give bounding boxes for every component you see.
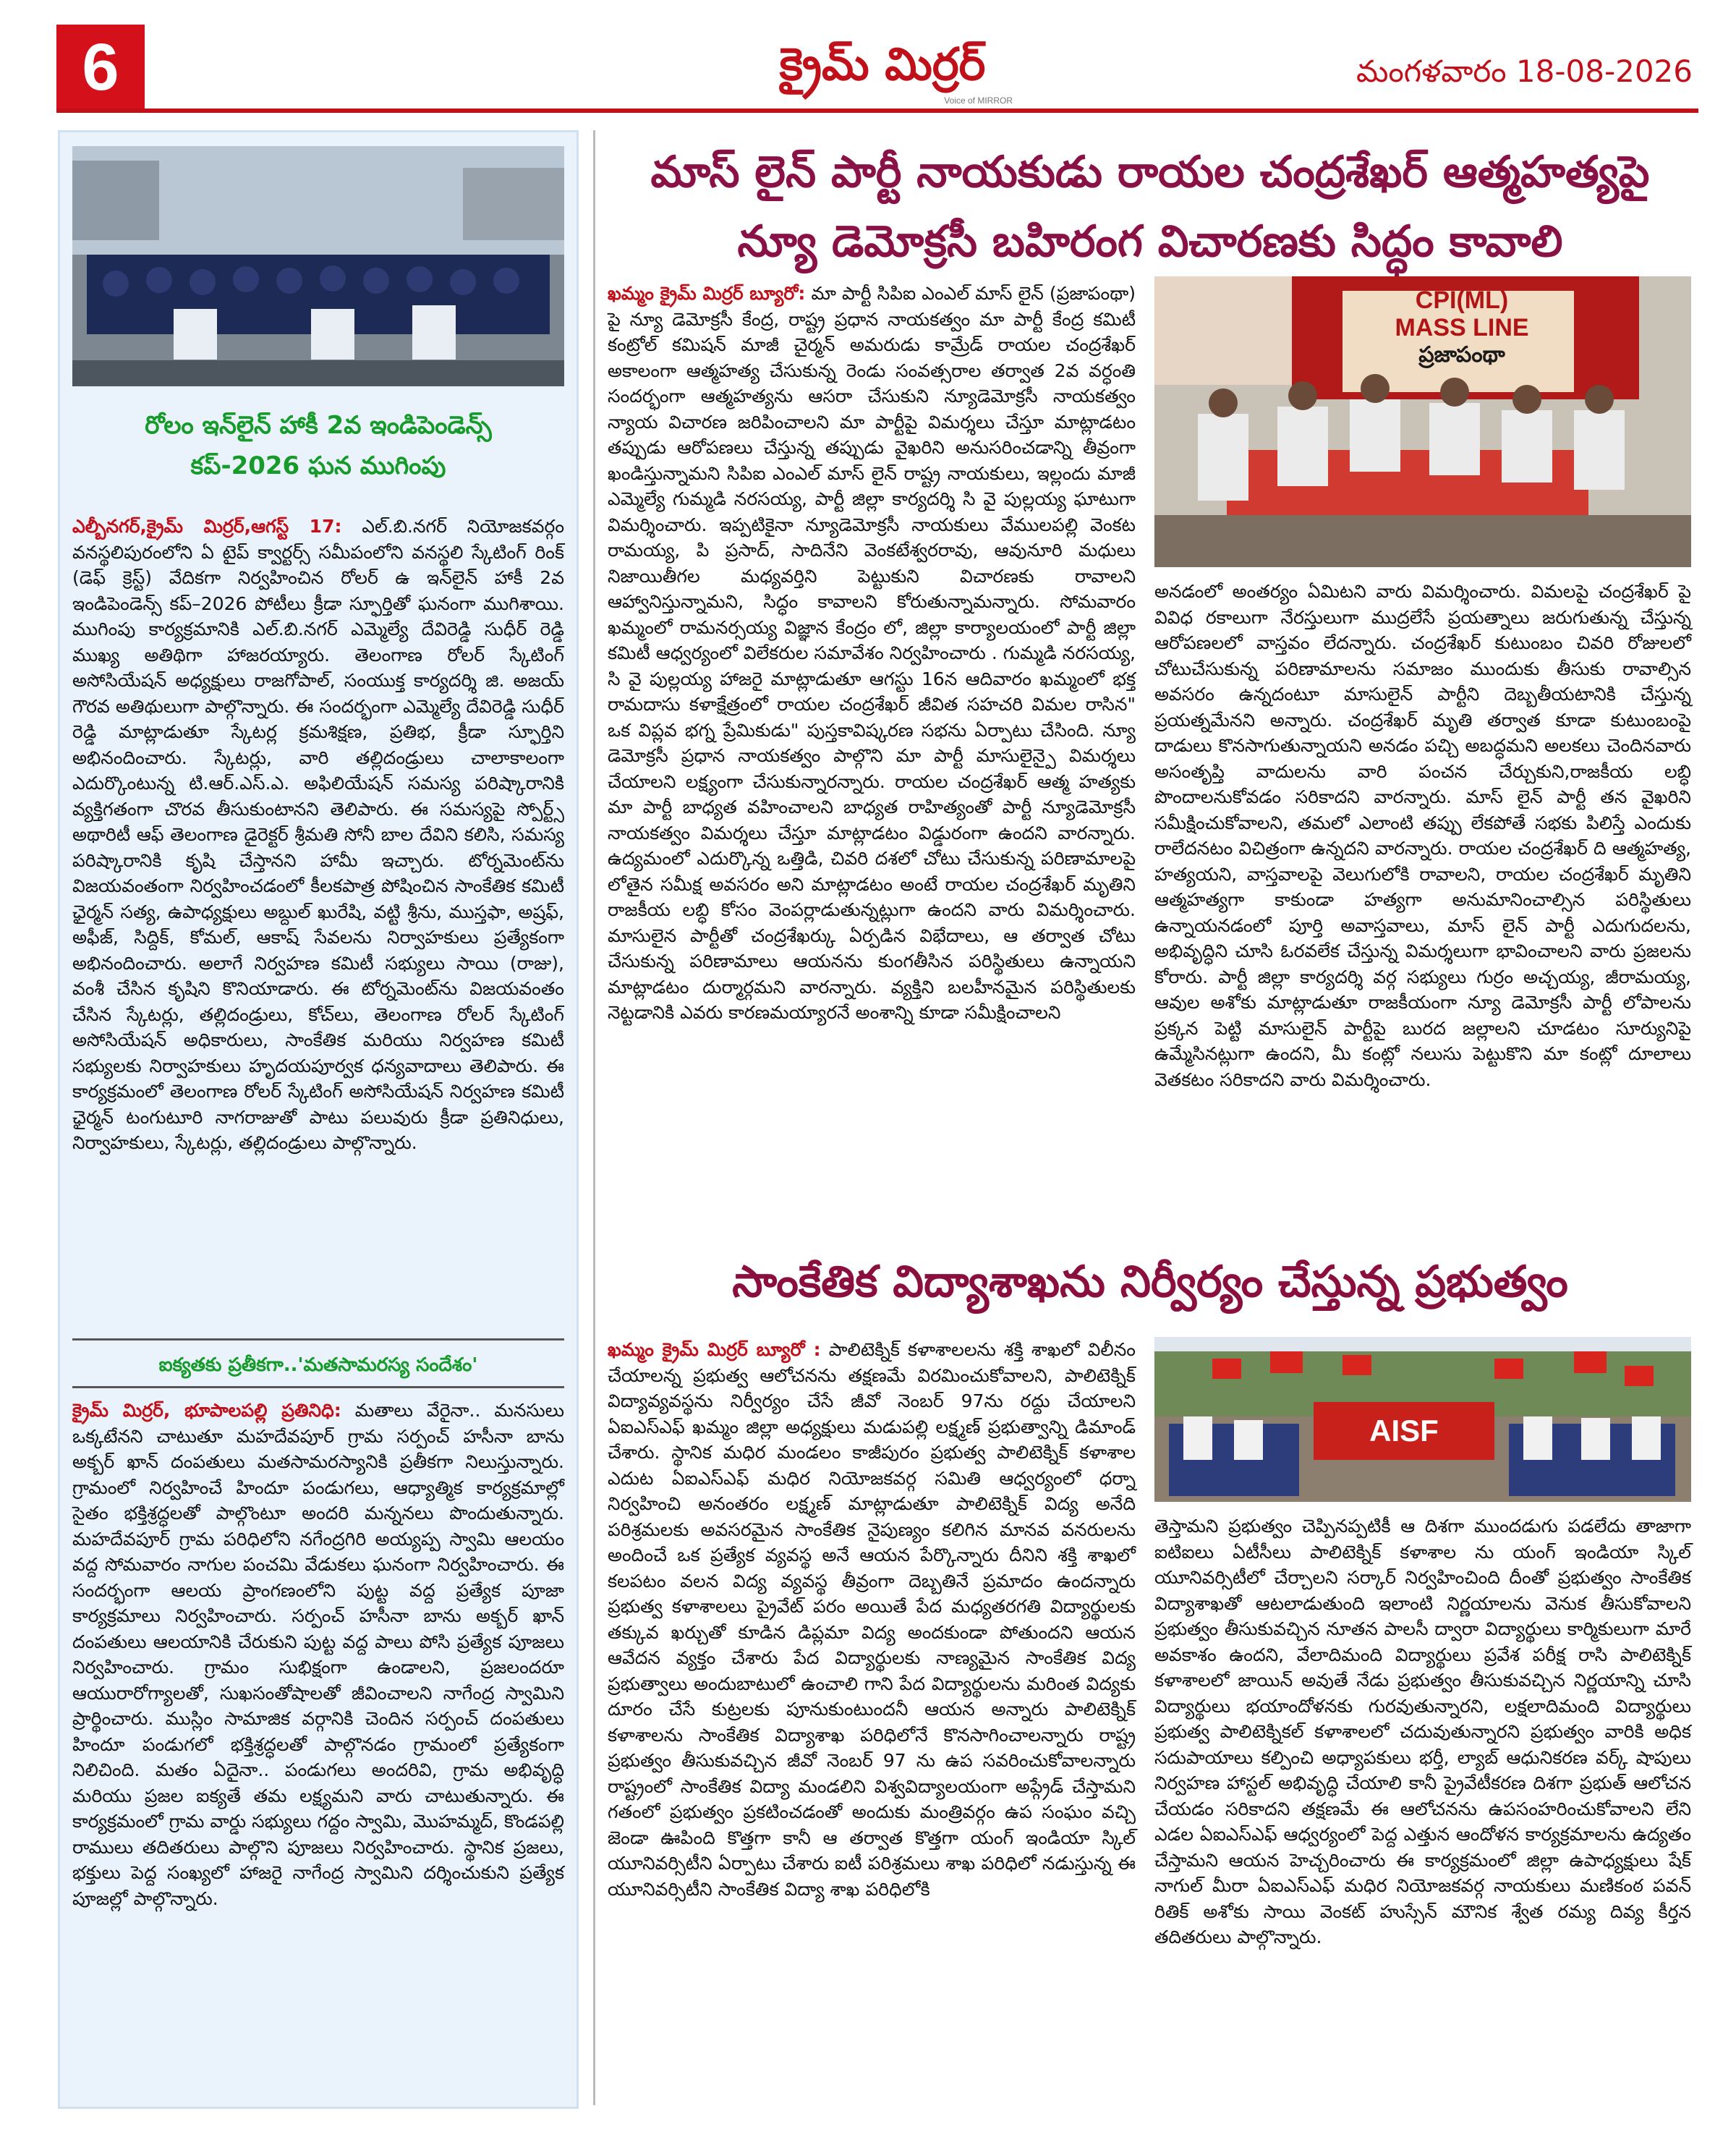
section-divider xyxy=(72,1386,564,1388)
newspaper-logo xyxy=(752,33,1013,113)
banner-text: AISF xyxy=(1369,1414,1439,1448)
lead-story-body-col1 xyxy=(608,281,1141,1236)
banner-line-2: MASS LINE xyxy=(1395,314,1529,341)
headline-line-1: రోలం ఇన్‌లైన్ హాకీ 2వ ఇండిపెండెన్స్ xyxy=(145,411,492,440)
aisf-protest-photo xyxy=(1154,1337,1691,1502)
sidebar-story1-body xyxy=(72,514,570,1346)
logo-tagline: Voice of MIRROR xyxy=(944,95,1013,106)
headline-line-2: న్యూ డెమోక్రసీ బహిరంగ విచారణకు సిద్ధం కావాలి xyxy=(737,216,1563,267)
article-text: మతాలు వేరైనా.. మనసులు ఒక్కటేనని చాటుతూ మహదేవపూర్ గ్రామ సర్పంచ్ హసీనా బాను అక్బర్ ఖాన్ దంపతులు మతసామరస్యానికి ప్రతీకగా నిలుస్తున్నారు. గ్రామంలో నిర్వహించే హిందూ పండుగలు, ఆధ్యాత్మిక కార్యక్రమాల్లో సైతం భక్తిశ్రద్ధలతో పాల్గొంటూ అందరి మన్ననలు పొందుతున్నారు. మహదేవపూర్ గ్రామ పరిధిలోని నగేంద్రగిరి అయ్యప్ప స్వామి ఆలయం వద్ద సోమవారం నాగుల పంచమి వేడుకలు ఘనంగా నిర్వహించారు. ఈ సందర్భంగా ఆలయ ప్రాంగణంలోని పుట్ట వద్ద ప్రత్యేక పూజా కార్యక్రమాలు నిర్వహించారు. సర్పంచ్ హసీనా బాను అక్బర్ ఖాన్ దంపతులు ఆలయానికి చేరుకుని పుట్ట వద్ద పాలు పోసి ప్రత్యేక పూజలు నిర్వహించారు. గ్రామం సుభిక్షంగా ఉండాలని, ప్రజలందరూ ఆయురారోగ్యాలతో, సుఖసంతోషాలతో జీవించాలని నాగేంద్ర స్వామిని ప్రార్థించారు. ముస్లిం సామాజిక వర్గానికి చెందిన సర్పంచ్ దంపతులు హిందూ పండుగలో భక్తిశ్రద్ధలతో పాల్గొనడం గ్రామంలో ప్రత్యేకంగా నిలిచింది. మతం ఏదైనా.. పండుగలు అందరివి, గ్రామ అభివృద్ధి మరియు ప్రజల ఐక్యతే తమ లక్ష్యమని వారు చాటుతున్నారు. ఈ కార్యక్రమంలో గ్రామ వార్డు సభ్యులు గద్దం స్వామి, మొహమ్మద్, కొండపల్లి రాములు తదితరులు పాల్గొని పూజలు నిర్వహించారు. స్థానిక ప్రజలు, భక్తులు పెద్ద సంఖ్యలో హాజరై నాగేంద్ర స్వామిని దర్శించుకుని ప్రత్యేక పూజల్లో పాల్గొన్నారు. xyxy=(72,1400,570,1909)
sidebar-story2-body xyxy=(72,1398,570,2092)
section-divider xyxy=(72,1338,564,1341)
second-story-body-col2: తెస్తామని ప్రభుత్వం చెప్పినప్పటికీ ఆ దిశగా ముందడుగు పడలేదు తాజాగా ఐటిఐలు ఏటీసీలు పాలిటెక్నిక్ కళాశాల ను యంగ్ ఇండియా స్కిల్ యూనివర్సిటీలో చేర్చాలని సర్కార్ నిర్వహించింది దీంతో ప్రభుత్వం సాంకేతిక విద్యాశాఖతో ఆటలాడుతుంది ఇలాంటి నిర్ణయాలను వెనుక తీసుకోవాలని ప్రభుత్వం తీసుకువచ్చిన నూతన పాలసీ ద్వారా విద్యార్థులు కార్మికులుగా మారే అవకాశం ఉందని, వేలాదిమంది విద్యార్థులు ప్రవేశ పరీక్ష రాసి పాలిటెక్నిక్ కళాశాలలో జాయిన్ అవుతే నేడు ప్రభుత్వం తీసుకువచ్చిన నిర్ణయాన్ని చూసి విద్యార్థులు భయాందోళనకు గురవుతున్నారని, లక్షలాదిమంది విద్యార్థులు ప్రభుత్వ పాలిటెక్నికల్ కళాశాలలో చదువుతున్నారని ప్రభుత్వం వారికి అధిక సదుపాయాలు కల్పించి అధ్యాపకులు భర్తీ, ల్యాబ్ ఆధునికరణ వర్క్ షాపులు నిర్వహణ హాస్టల్ అభివృద్ధి చేయాలి కానీ ప్రైవేటీకరణ దిశగా ప్రభుత్ ఆలోచన చేయడం సరికాదని తక్షణమే ఈ ఆలోచనను ఉపసంహరించుకోవాలని లేని ఎడల ఏఐఎస్ఎఫ్ ఆధ్వర్యంలో పెద్ద ఎత్తున ఆందోళన కార్యక్రమాలను ఉద్యతం చేస్తామని ఆయన హెచ్చరించారు ఈ కార్యక్రమంలో జిల్లా ఉపాధ్యక్షులు షేక్ నాగుల్ మీరా ఏఐఎస్ఎఫ్ మధిర నియోజకవర్గ నాయకులు మణికంఠ పవన్ రితిక్ అశోకు సాయి వెంకట్ హుస్సేన్ మౌనిక శ్వేత రమ్య దివ్య కీర్తన తదితరులు పాల్గొన్నారు. xyxy=(1154,1516,1697,1947)
sidebar-story2-headline: ఐక్యతకు ప్రతీకగా..'మతసామరస్య సందేశం' xyxy=(158,1354,478,1376)
column-rule xyxy=(593,130,595,2105)
article-text: పాలిటెక్నిక్ కళాశాలలను శక్తి శాఖలో విలీనం చేయాలన్న ప్రభుత్వ ఆలోచనను తక్షణమే విరమించుకోవాలని, పాలిటెక్నిక్ విద్యావ్యవస్థను నిర్వీర్యం చేసే జీవో నెంబర్ 97ను రద్దు చేయాలని ఏఐఎస్ఎఫ్ ఖమ్మం జిల్లా అధ్యక్షులు మడుపల్లి లక్ష్మణ్ ప్రభుత్వాన్ని డిమాండ్ చేశారు. స్థానిక మధిర మండలం కాజీపురం ప్రభుత్వ పాలిటెక్నిక్ కళాశాల ఎదుట ఏఐఎస్ఎఫ్ మధిర నియోజకవర్గ సమితి ఆధ్వర్యంలో ధర్నా నిర్వహించి అనంతరం లక్ష్మణ్ మాట్లాడుతూ పాలిటెక్నిక్ విద్య అనేది పరిశ్రమలకు అవసరమైన సాంకేతిక నైపుణ్యం కలిగిన మానవ వనరులను అందించే ఒక ప్రత్యేక వ్యవస్థ అనే ఆయన పేర్కొన్నారు దీనిని శక్తి శాఖలో కలపటం వలన విద్య వ్యవస్థ తీవ్రంగా దెబ్బతినే ప్రమాదం ఉందన్నారు ప్రభుత్వ కళాశాలలు ప్రైవేట్ పరం అయితే పేద మధ్యతరగతి విద్యార్థులకు తక్కువ ఖర్చుతో కూడిన డిప్లమా విద్య అందకుండా పోతుందని ఆయన ఆవేదన వ్యక్తం చేశారు పేద విద్యార్థులకు నాణ్యమైన సాంకేతిక విద్య ప్రభుత్వాలు అందుబాటులో ఉంచాలి గాని పేద విద్యార్థులను మరింత విద్యకు దూరం చేసే కుట్రలకు పూనుకుంటుందనీ ఆయన అన్నారు పాలిటెక్నిక్ కళాశాలను సాంకేతిక విద్యాశాఖ పరిధిలోనే కొనసాగించాలన్నారు రాష్ట్ర ప్రభుత్వం తీసుకువచ్చిన జీవో నెంబర్ 97 ను ఉప సవరించుకోవాలన్నారు రాష్ట్రంలో సాంకేతిక విద్యా మండలిని విశ్వవిద్యాలయంగా అప్గ్రేడ్ చేస్తామని గతంలో ప్రభుత్వం ప్రకటించడంతో అందుకు మంత్రివర్గం ఉప సంఘం వచ్చి జెండా ఊపింది కొత్తగా కానీ ఆ తర్వాత కొత్తగా యంగ్ ఇండియా స్కిల్ యూనివర్సిటీని ఏర్పాటు చేశారు ఐటీ పరిశ్రమలు శాఖ పరిధిలో నడుస్తున్న ఈ యూనివర్సిటీని సాంకేతిక విద్యా శాఖ పరిధిలోకి xyxy=(608,1339,1141,1900)
article-text: మా పార్టీ సిపిఐ ఎంఎల్ మాస్ లైన్ (ప్రజాపంథా) పై న్యూ డెమోక్రసీ కేంద్ర, రాష్ట్ర ప్రధాన నాయకత్వం మా పార్టీ కేంద్ర కమిటీ కంట్రోల్ కమిషన్ మాజీ చైర్మన్ అమరుడు కామ్రేడ్ రాయల చంద్రశేఖర్ అకాలంగా ఆత్మహత్య చేసుకున్న రెండు సంవత్సరాల తర్వాత 2వ వర్ధంతి సందర్భంగా ఆత్మహత్యను ఆసరా చేసుకుని న్యూడెమోక్రసీ నాయకత్వం న్యాయ విచారణ జరిపించాలని మా పార్టీపై విమర్శలు చేస్తూ మాట్లాడటం తప్పుడు ఆరోపణలు చేస్తున్న తప్పుడు వైఖరిని అనుసరించడాన్ని తీవ్రంగా ఖండిస్తున్నామని సిపిఐ ఎంఎల్ మాస్ లైన్ రాష్ట్ర నాయకులు, ఇల్లందు మాజీ ఎమ్మెల్యే గుమ్మడి నరసయ్య, పార్టీ జిల్లా కార్యదర్శి సి వై పుల్లయ్య ఘాటుగా విమర్శించారు. ఇప్పటికైనా న్యూడెమోక్రసీ నాయకులు వేములపల్లి వెంకట రామయ్య, పి ప్రసాద్, సాదినేని వెంకటేశ్వరరావు, ఆవునూరి మధులు నిజాయితీగల మధ్యవర్తిని పెట్టుకుని విచారణకు రావాలని ఆహ్వానిస్తున్నామని, సిద్ధం కావాలని కోరుతున్నామన్నారు. సోమవారం ఖమ్మంలో రామనర్సయ్య విజ్ఞాన కేంద్రం లో, జిల్లా కార్యాలయంలో పార్టీ జిల్లా కమిటీ ఆధ్వర్యంలో విలేకరుల సమావేశం నిర్వహించారు . గుమ్మడి నరసయ్య, సి వై పుల్లయ్య హాజరై మాట్లాడుతూ ఆగస్టు 16న ఆదివారం ఖమ్మంలో భక్త రామదాసు కళాక్షేత్రంలో రాయల చంద్రశేఖర్ జీవిత సహచరి విమల రాసిన" ఒక విప్లవ భగ్న ప్రేమికుడు" పుస్తకావిష్కరణ సభను ఏర్పాటు చేసింది. న్యూ డెమోక్రసీ ప్రధాన నాయకత్వం పాల్గొని మా పార్టీ మాసులైన్పై విమర్శలు చేయాలని లక్ష్యంగా చేసుకున్నారన్నారు. రాయల చంద్రశేఖర్ ఆత్మ హత్యకు మా పార్టీ బాధ్యత వహించాలని బాధ్యత రాహిత్యంతో పార్టీ న్యూడెమోక్రసీ నాయకత్వం విమర్శలు చేస్తూ మాట్లాడటం విడ్డురంగా ఉందని వారన్నారు. ఉద్యమంలో ఎదుర్కొన్న ఒత్తిడి, చివరి దశలో చోటు చేసుకున్న పరిణామాలపై లోతైన సమీక్ష అవసరం అని మాట్లాడటం అంటే రాయల చంద్రశేఖర్ మృతిని రాజకీయ లబ్ధి కోసం వెంపర్లాడుతున్నట్లుగా ఉందని వారు విమర్శించారు. మాసులైన పార్టీతో చంద్రశేఖర్కు ఏర్పడిన విభేదాలు, ఆ తర్వాత చోటు చేసుకున్న పరిణామాలు ఆయనను కుంగతీసిన పరిస్థితులు ఉన్నాయని మాట్లాడటం దుర్మార్గమని వారన్నారు. వ్యక్తిని బలహీనమైన పరిస్థితులకు నెట్టడానికి ఎవరు కారణమయ్యారనే అంశాన్ని కూడా సమీక్షించాలని xyxy=(608,283,1141,1023)
press-meet-photo xyxy=(1154,276,1691,567)
article-text: ఎల్.బి.నగర్ నియోజకవర్గం వనస్థలిపురంలోని ఏ టైప్ క్వార్టర్స్ సమీపంలోని వనస్థలి స్కేటింగ్ రింక్ (డెఫ్ క్రెస్ట్) వేదికగా నిర్వహించిన రోలర్ ఉ ఇన్‌లైన్ హాకీ 2వ ఇండిపెండెన్స్ కప్–2026 పోటీలు క్రీడా స్ఫూర్తితో ఘనంగా ముగిశాయి. ముగింపు కార్యక్రమానికి ఎల్.బి.నగర్ ఎమ్మెల్యే దేవిరెడ్డి సుధీర్ రెడ్డి ముఖ్య అతిథిగా హాజరయ్యారు. తెలంగాణ రోలర్ స్కేటింగ్ అసోసియేషన్ అధ్యక్షులు రాజగోపాల్, సంయుక్త కార్యదర్శి జి. అజయ్ గౌరవ అతిథులుగా పాల్గొన్నారు. ఈ సందర్భంగా ఎమ్మెల్యే దేవిరెడ్డి సుధీర్ రెడ్డి మాట్లాడుతూ స్కేటర్ల క్రమశిక్షణ, ప్రతిభ, క్రీడా స్ఫూర్తిని అభినందించారు. స్కేటర్లు, వారి తల్లిదండ్రులు చాలాకాలంగా ఎదుర్కొంటున్న టి.ఆర్.ఎస్.ఎ. అఫిలియేషన్ సమస్య పరిష్కారానికి వ్యక్తిగతంగా చొరవ తీసుకుంటానని తెలిపారు. ఈ సమస్యపై స్పోర్ట్స్ అథారిటీ ఆఫ్ తెలంగాణ డైరెక్టర్ శ్రీమతి సోనీ బాల దేవిని కలిసి, సమస్య పరిష్కారానికి కృషి చేస్తానని హామీ ఇచ్చారు. టోర్నమెంట్‌ను విజయవంతంగా నిర్వహించడంలో కీలకపాత్ర పోషించిన సాంకేతిక కమిటీ ఛైర్మన్ సత్య, ఉపాధ్యక్షులు అబ్దుల్ ఖురేషి, వట్టి శ్రీను, ముస్తఫా, అష్రఫ్, అఫీజ్, సిద్దిక్, కోమల్, ఆకాష్ సేవలను నిర్వాహకులు ప్రత్యేకంగా అభినందించారు. అలాగే నిర్వహణ కమిటీ సభ్యులు సాయి (రాజు), వంశీ చేసిన కృషిని కొనియాడారు. ఈ టోర్నమెంట్‌ను విజయవంతం చేసిన స్కేటర్లు, తల్లిదండ్రులు, కోచ్‌లు, తెలంగాణ రోలర్ స్కేటింగ్ అసోసియేషన్ అధికారులు, సాంకేతిక మరియు నిర్వహణ కమిటీ సభ్యులకు నిర్వాహకులు హృదయపూర్వక ధన్యవాదాలు తెలిపారు. ఈ కార్యక్రమంలో తెలంగాణ రోలర్ స్కేటింగ్ అసోసియేషన్ నిర్వహణ కమిటీ ఛైర్మన్ టంగుటూరి నాగరాజుతో పాటు పలువురు క్రీడా ప్రతినిధులు, నిర్వాహకులు, స్కేటర్లు, తల్లిదండ్రులు పాల్గొన్నారు. xyxy=(72,516,570,1153)
masthead-rule xyxy=(56,109,1698,113)
headline-line-2: కప్-2026 ఘన ముగింపు xyxy=(190,451,446,480)
headline-line-1: మాస్ లైన్ పార్టీ నాయకుడు రాయల చంద్రశేఖర్ ఆత్మహత్యపై xyxy=(650,147,1650,197)
dateline: ఖమ్మం క్రైమ్ మిర్రర్ బ్యూరో: xyxy=(608,283,806,304)
banner xyxy=(1364,286,1560,369)
banner-line-1: CPI(ML) xyxy=(1415,286,1509,314)
sidebar-story1-headline xyxy=(72,405,564,486)
second-headline: సాంకేతిక విద్యాశాఖను నిర్వీర్యం చేస్తున్న ప్రభుత్వం xyxy=(732,1257,1568,1307)
dateline: ఖమ్మం క్రైమ్ మిర్రర్ బ్యూరో : xyxy=(608,1339,821,1360)
hockey-team-photo xyxy=(72,146,564,386)
logo-text: క్రైమ్ మిర్రర్ xyxy=(779,38,986,90)
banner-line-3: ప్రజాపంథా xyxy=(1418,343,1505,367)
second-story-body-col1 xyxy=(608,1337,1141,2104)
issue-date: మంగళవారం 18-08-2026 xyxy=(1356,54,1693,89)
lead-story-body-col2: అనడంలో అంతర్యం ఏమిటని వారు విమర్శించారు. విమలపై చంద్రశేఖర్ పై వివిధ రకాలుగా నేరస్తులుగా ముద్రలేసే ప్రయత్నాలు జరుగుతున్న చేస్తున్న ఆరోపణలలో వాస్తవం లేదన్నారు. చంద్రశేఖర్ కుటుంబం చివరి రోజులలో చోటుచేసుకున్న పరిణామాలను సమాజం ముందుకు తీసుకు రావాల్సిన అవసరం ఉన్నదంటూ మాసులైన్ పార్టీని దెబ్బతీయటానికి చేస్తున్న ప్రయత్నమేనని అన్నారు. చంద్రశేఖర్ మృతి తర్వాత కూడా కుటుంబంపై దాడులు కొనసాగుతున్నాయని అనడం పచ్చి అబద్ధమని అలకలు చెందినవారు అసంతృప్తి వాదులను వారి పంచన చేర్చుకుని,రాజకీయ లబ్ధి పొందాలనుకోవడం సరికాదని వారన్నారు. మాస్ లైన్ పార్టీ తన వైఖరిని సమీక్షించుకోవాలని, తమలో ఎలాంటి తప్పు లేకపోతే సభకు పిలిస్తే ఎందుకు రాలేదనటం విచిత్రంగా ఉన్నదని వారన్నారు. రాయల చంద్రశేఖర్ ది ఆత్మహత్య, హత్యయని, వాస్తవాలపై వెలుగులోకి రావాలని, రాయల చంద్రశేఖర్ మృతిని ఆత్మహత్యగా కాకుండా హత్యగా అనుమానించాల్సిన పరిస్థితులు ఉన్నాయనడంలో పూర్తి అవాస్తవాలు, మాస్ లైన్ పార్టీ ఎదుగుదలను, అభివృద్ధిని చూసి ఓరవలేక చేస్తున్న విమర్శలుగా భావించాలని వారు ప్రజలను కోరారు. పార్టీ జిల్లా కార్యదర్శి వర్గ సభ్యులు గుర్రం అచ్చయ్య, జీరామయ్య, ఆవుల అశోకు మాట్లాడుతూ రాజకీయంగా న్యూ డెమోక్రసీ పార్టీ లోపాలను ప్రక్కన పెట్టి మాసులైన్ పార్టీపై బురద జల్లాలని చూడటం సూర్యునిపై ఉమ్మేసినట్లుగా ఉందని, మీ కంట్లో నలుసు పెట్టుకొని మా కంట్లో దూలాలు వెతకటం సరికాదని వారు విమర్శించారు. xyxy=(1154,581,1697,1090)
dateline: ఎల్బీనగర్,క్రైమ్ మిర్రర్,ఆగస్ట్ 17: xyxy=(72,516,342,537)
page-number: 6 xyxy=(56,25,145,110)
dateline: క్రైమ్ మిర్రర్, భూపాలపల్లి ప్రతినిధి: xyxy=(72,1400,341,1421)
lead-headline xyxy=(608,137,1693,276)
